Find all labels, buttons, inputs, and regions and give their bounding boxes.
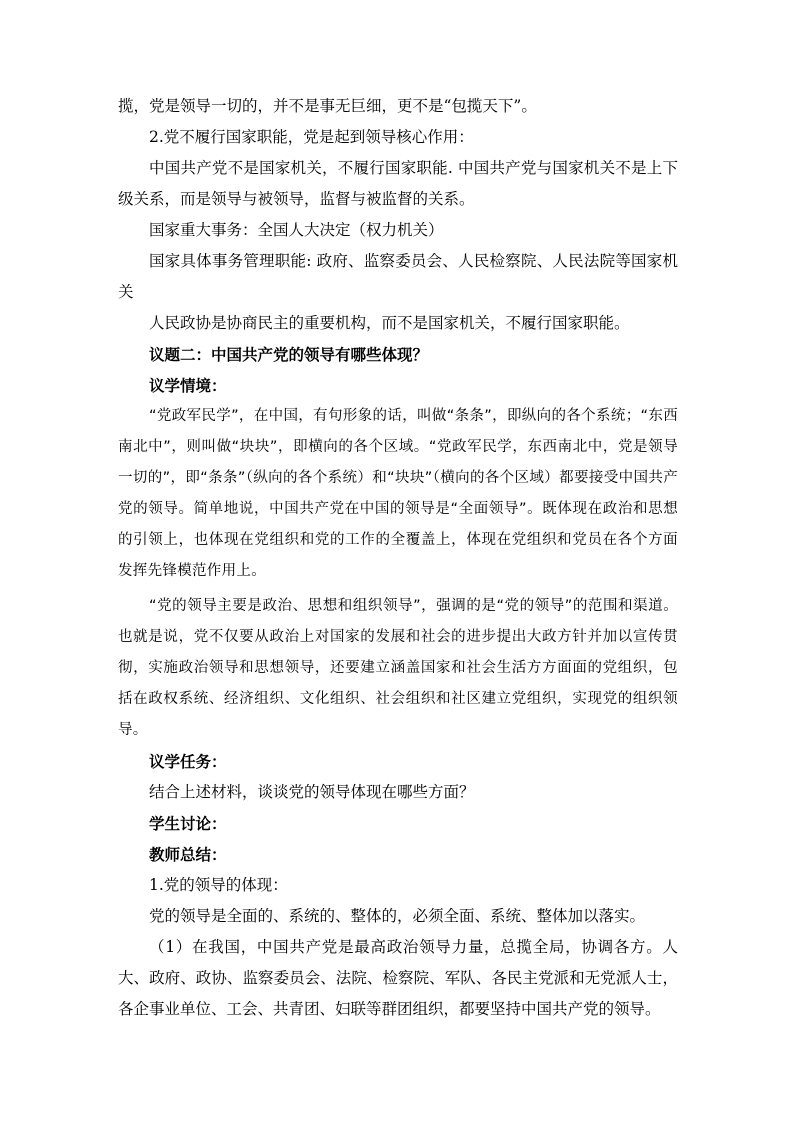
topic-two-heading: 议题二：中国共产党的领导有哪些体现？ bbox=[149, 345, 429, 364]
context-material-1: “党政军民学”，在中国，有句形象的话，叫做“条条”，即纵向的各个系统；“东西南北中”，则叫做“块块”，即横向的各个区域。“党政军民学，东西南北中，党是领导一切的”，即“条条”（纵向的各个系统）和“块块”（横向的各个区域）都要接受中国共产党的领导。简单地说，中国共产党在中国的领导是“全面领导”。既体现在政治和思想的引领上，也体现在党组织和党的工作的全覆盖上，体现在党组织和党员在各个方面发挥先锋模范作用上。 bbox=[118, 408, 678, 579]
teacher-summary-heading: 教师总结： bbox=[149, 845, 227, 864]
summary-overall: 党的领导是全面的、系统的、整体的，必须全面、系统、整体加以落实。 bbox=[149, 907, 646, 925]
paragraph-cppcc: 人民政协是协商民主的重要机构，而不是国家机关，不履行国家职能。 bbox=[149, 314, 630, 332]
paragraph-continuation: 揽，党是领导一切的，并不是事无巨细，更不是“包揽天下”。 bbox=[118, 97, 537, 115]
paragraph-major-affairs: 国家重大事务：全国人大决定（权力机关） bbox=[149, 221, 444, 239]
paragraph-party-not-state-organ: 中国共产党不是国家机关，不履行国家职能. 中国共产党与国家机关不是上下级关系，而是领导与被领导，监督与被监督的关系。 bbox=[118, 159, 678, 208]
context-material-2: “党的领导主要是政治、思想和组织领导”，强调的是“党的领导”的范围和渠道。也就是说，党不仅要从政治上对国家的发展和社会的进步提出大政方针并加以宣传贯彻，实施政治领导和思想领导，还要建立涵盖国家和社会生活方方面面的党组织，包括在政权系统、经济组织、文化组织、社会组织和社区建立党组织，实现党的组织领导。 bbox=[118, 598, 678, 738]
student-discussion-heading: 学生讨论： bbox=[149, 814, 227, 833]
paragraph-point-2: 2.党不履行国家职能，党是起到领导核心作用： bbox=[149, 128, 474, 146]
paragraph-specific-affairs: 国家具体事务管理职能: 政府、监察委员会、人民检察院、人民法院等国家机关 bbox=[118, 252, 678, 301]
summary-point-1: 1.党的领导的体现： bbox=[149, 876, 288, 894]
learning-task-question: 结合上述材料，谈谈党的领导体现在哪些方面？ bbox=[149, 783, 475, 801]
learning-context-heading: 议学情境： bbox=[149, 376, 227, 395]
learning-task-heading: 议学任务： bbox=[149, 752, 227, 771]
summary-item-1: （1）在我国，中国共产党是最高政治领导力量，总揽全局，协调各方。人大、政府、政协、监察委员会、法院、检察院、军队、各民主党派和无党派人士，各企事业单位、工会、共青团、妇联等群团组织，都要坚持中国共产党的领导。 bbox=[118, 938, 678, 1018]
document-page bbox=[118, 91, 678, 1025]
